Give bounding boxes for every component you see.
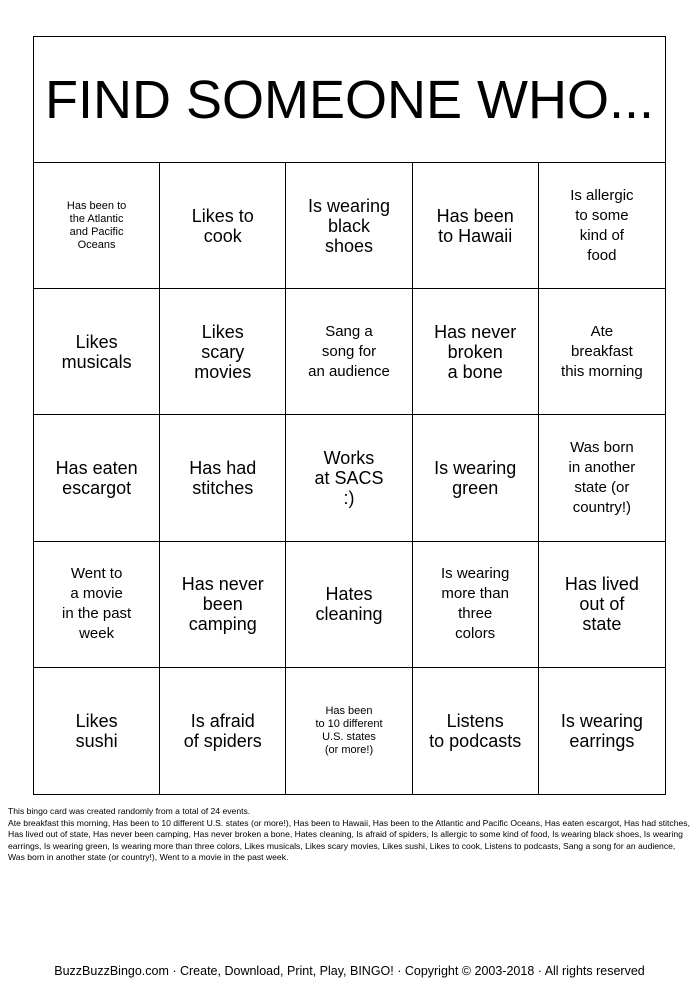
bingo-grid [34,163,665,794]
events-summary: This bingo card was created randomly from a total of 24 events. [8,806,251,816]
bingo-square-text: Has had stitches [189,457,257,498]
bingo-square [539,163,665,289]
bingo-square-text: Was born in another state (or country!) [568,438,636,516]
bingo-square-text: Is allergic to some kind of food [570,186,634,264]
bingo-square-text: Has eaten escargot [55,457,138,498]
bingo-square-text: Likes sushi [75,710,118,751]
bingo-square [34,163,160,289]
bingo-square-text: Listens to podcasts [429,710,522,751]
bingo-square [160,415,286,541]
bingo-square [539,289,665,415]
events-list: Ate breakfast this morning, Has been to 10 different U.S. states (or more!), Has been to Hawaii, Has been to the Atlantic and Pacific Oceans, Has eaten escargot, Has had stitches, Has lived out of state, Has never been camping, Has never broken a bone, Hates cleaning, Is afraid of spiders, Is allergic to some kind of food, Is wearing black shoes, Is wearing earrings, Is wearing green, Is wearing more than three colors, Likes musicals, Likes scary movies, Likes sushi, Likes to cook, Listens to podcasts, Sang a song for an audience, Was born in another state (or country!), Went to a movie in the past week. [8,817,690,863]
bingo-square [539,542,665,668]
bingo-square-text: Is wearing more than three colors [441,565,510,643]
bingo-square-text: Is wearing black shoes [307,195,391,256]
bingo-square [34,542,160,668]
bingo-square-text: Likes to cook [191,205,254,246]
bingo-square-text: Has lived out of state [564,574,639,635]
bingo-square-text: Has been to 10 different U.S. states (or more!) [315,704,383,756]
bingo-square-text: Has never been camping [181,574,264,635]
bingo-square [286,289,412,415]
bingo-square-text: Has been to Hawaii [436,205,514,246]
bingo-square [34,668,160,794]
bingo-square [413,415,539,541]
bingo-square [34,415,160,541]
footer-note [8,806,692,864]
bingo-square [34,289,160,415]
bingo-square-text: Hates cleaning [315,584,383,625]
bingo-square-text: Is wearing earrings [560,710,643,751]
bingo-card [33,36,666,795]
bingo-square [539,668,665,794]
bingo-square [286,668,412,794]
bingo-square [413,542,539,668]
bingo-square-text: Went to a movie in the past week [61,565,132,643]
bingo-square [160,163,286,289]
bingo-square-text: Sang a song for an audience [308,322,390,380]
bingo-square-text: Ate breakfast this morning [561,322,643,380]
bingo-square [286,163,412,289]
bingo-square-text: Likes musicals [61,331,132,372]
card-title: FIND SOMEONE WHO... [44,69,654,130]
bingo-square-text: Likes scary movies [194,321,252,382]
bingo-square [286,542,412,668]
bingo-square-text: Is afraid of spiders [183,710,262,751]
bingo-square [160,542,286,668]
bingo-square-text: Works at SACS :) [314,447,384,508]
bingo-square-text: Has been to the Atlantic and Pacific Oceans [66,199,127,251]
bingo-square [286,415,412,541]
bingo-square [413,668,539,794]
bingo-square [413,163,539,289]
title-row [34,37,665,163]
bingo-square [160,668,286,794]
bingo-square [539,415,665,541]
bingo-square [413,289,539,415]
bingo-square-text: Has never broken a bone [434,321,517,382]
bingo-square-text: Is wearing green [434,457,517,498]
copyright-credit: BuzzBuzzBingo.com · Create, Download, Print, Play, BINGO! · Copyright © 2003-2018 · All rights reserved [54,964,645,978]
bingo-square [160,289,286,415]
